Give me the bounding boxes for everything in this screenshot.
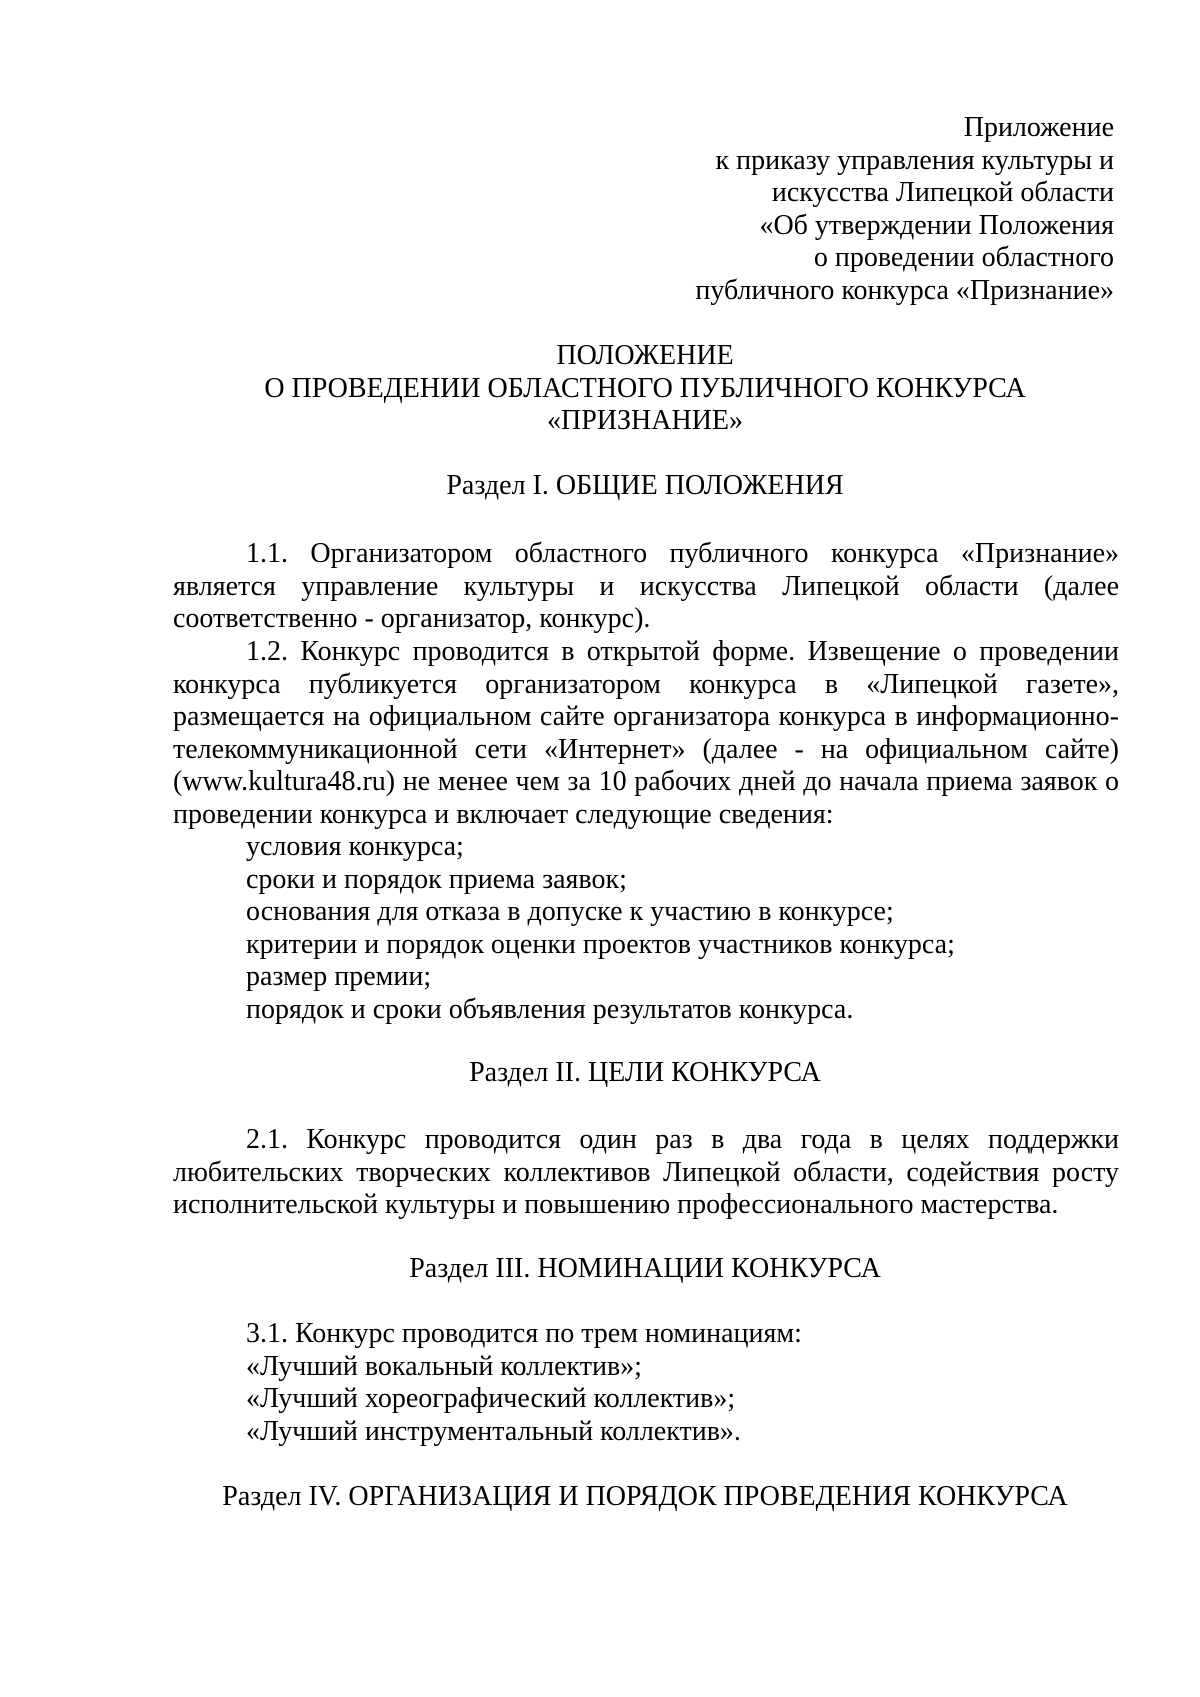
list-item: условия конкурса; [246,831,464,862]
list-item: критерии и порядок оценки проектов участников конкурса; [246,928,955,960]
list-item: сроки и порядок приема заявок; [246,863,627,895]
list-item: «Лучший хореографический коллектив»; [246,1383,736,1414]
list-item: размер премии; [246,961,432,992]
title-line: О ПРОВЕДЕНИИ ОБЛАСТНОГО ПУБЛИЧНОГО КОНКУРСА [264,372,1026,404]
section-3-list [246,1318,802,1448]
section-1-list [246,831,955,1026]
annex-line: «Об утверждении Положения [759,209,1114,241]
section-1-heading: Раздел I. ОБЩИЕ ПОЛОЖЕНИЯ [446,470,844,501]
document-title [170,340,1120,438]
annex-line: о проведении областного [813,242,1114,273]
annex-line: публичного конкурса «Признание» [695,274,1114,306]
paragraph-2-1: 2.1. Конкурс проводится один раз в два года в целях поддержки любительских творческих коллективов Липецкой области, содействия росту исполнительской культуры и повышению профессионального мастерства. [173,1124,1119,1220]
section-2-heading: Раздел II. ЦЕЛИ КОНКУРСА [469,1057,821,1088]
paragraph-1-2: 1.2. Конкурс проводится в открытой форме. Извещение о проведении конкурса публикуется организатором конкурса в «Липецкой газете», размещается на официальном сайте организатора конкурса в информационно-телекоммуникационной сети «Интернет» (далее - на официальном сайте) (www.kultura48.ru) не менее чем за 10 рабочих дней до начала приема заявок о проведении конкурса и включает следующие сведения: [173,636,1119,830]
annex-header [695,112,1114,307]
list-item: «Лучший инструментальный коллектив». [246,1415,741,1447]
list-item: 3.1. Конкурс проводится по трем номинациям: [246,1318,802,1349]
title-line: «ПРИЗНАНИЕ» [546,405,744,436]
title-line: ПОЛОЖЕНИЕ [556,340,734,371]
section-3-heading: Раздел III. НОМИНАЦИИ КОНКУРСА [409,1253,881,1284]
list-item: порядок и сроки объявления результатов конкурса. [246,993,854,1025]
annex-line: Приложение [963,112,1114,143]
annex-line: искусства Липецкой области [771,177,1114,208]
section-4-heading: Раздел IV. ОРГАНИЗАЦИЯ И ПОРЯДОК ПРОВЕДЕНИЯ КОНКУРСА [222,1481,1068,1512]
paragraph-1-1: 1.1. Организатором областного публичного конкурса «Признание» является управление культуры и искусства Липецкой области (далее соответственно - организатор, конкурс). [173,538,1119,634]
list-item: основания для отказа в допуске к участию в конкурсе; [246,896,894,927]
annex-line: к приказу управления культуры и [715,144,1114,176]
list-item: «Лучший вокальный коллектив»; [246,1350,642,1382]
